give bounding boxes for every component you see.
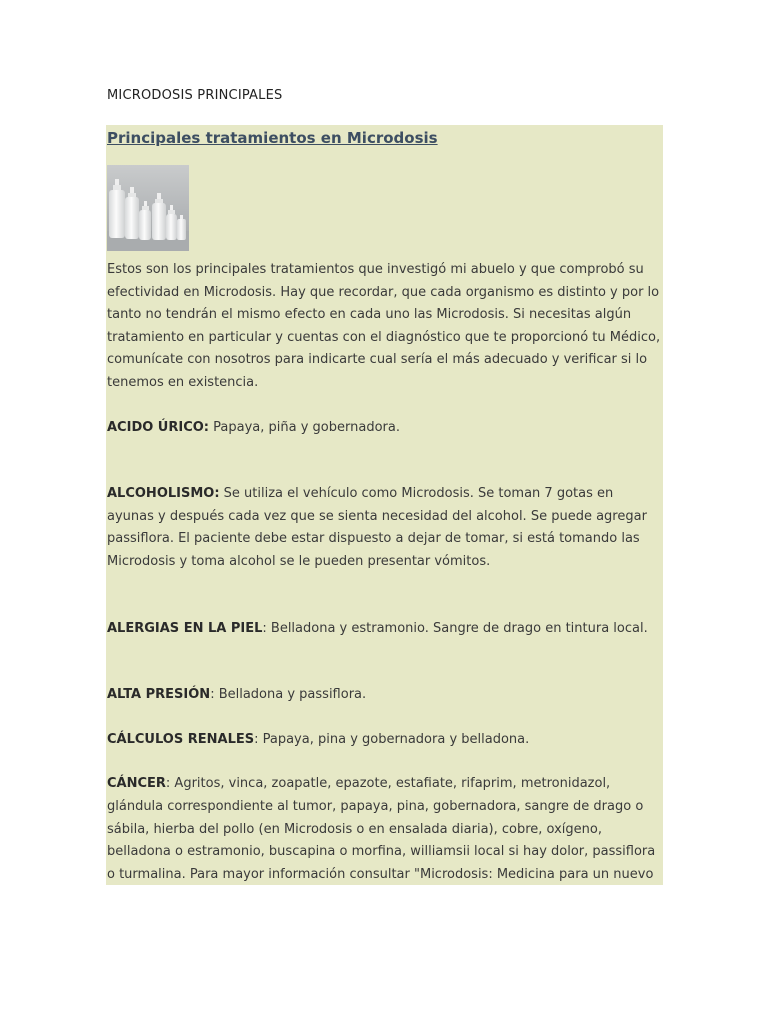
entry-alcoholismo — [107, 483, 662, 573]
entry-term: ALERGIAS EN LA PIEL — [107, 620, 263, 636]
intro-paragraph: Estos son los principales tratamientos que investigó mi abuelo y que comprobó su efectividad en Microdosis. Hay que recordar, que cada organismo es distinto y por lo tanto no tendrán el mismo efecto en cada uno las Microdosis. Si necesitas algún tratamiento en particular y cuentas con el diagnóstico que te proporcionó tu Médico, comunícate con nosotros para indicarte cual sería el más adecuado y verificar si lo tenemos en existencia. — [107, 262, 661, 390]
bottles-image — [107, 165, 189, 251]
panel-title-link[interactable]: Principales tratamientos en Microdosis — [107, 129, 438, 147]
entry-text: : Papaya, pina y gobernadora y belladona. — [254, 731, 530, 747]
entry-acido-urico — [107, 417, 662, 440]
entry-term: CÁNCER — [107, 776, 166, 792]
entry-term: CÁLCULOS RENALES — [107, 731, 255, 747]
entry-term: ACIDO ÚRICO: — [107, 419, 210, 435]
document-heading: MICRODOSIS PRINCIPALES — [107, 88, 283, 103]
entry-alergias-en-la-piel — [107, 618, 662, 641]
entry-term: ALCOHOLISMO: — [107, 486, 220, 502]
entry-text: : Belladona y passiflora. — [210, 687, 367, 703]
entry-term: ALTA PRESIÓN — [107, 687, 211, 703]
entry-calculos-renales — [107, 729, 662, 752]
entry-alta-presion — [107, 684, 662, 707]
entry-text: : Agritos, vinca, zoapatle, epazote, estafiate, rifaprim, metronidazol, glándula correspondiente al tumor, papaya, pina, gobernadora, sangre de drago o sábila, hierba del pollo (en Microdosis o en ensalada diaria), cobre, oxígeno, belladona o estramonio, buscapina o morfina, williamsii local si hay dolor, passiflora o turmalina. Para mayor información consultar "Microdosis: Medicina para un nuevo — [107, 776, 656, 882]
entry-text: : Belladona y estramonio. Sangre de drago en tintura local. — [262, 620, 648, 636]
content-panel — [106, 125, 663, 885]
entry-cancer — [107, 773, 662, 885]
entry-text: Papaya, piña y gobernadora. — [209, 419, 400, 435]
entry-text: Se utiliza el vehículo como Microdosis. Se toman 7 gotas en ayunas y después cada vez que se sienta necesidad del alcohol. Se puede agregar passiflora. El paciente debe estar dispuesto a dejar de tomar, si está tomando las Microdosis y toma alcohol se le pueden presentar vómitos. — [107, 486, 647, 569]
